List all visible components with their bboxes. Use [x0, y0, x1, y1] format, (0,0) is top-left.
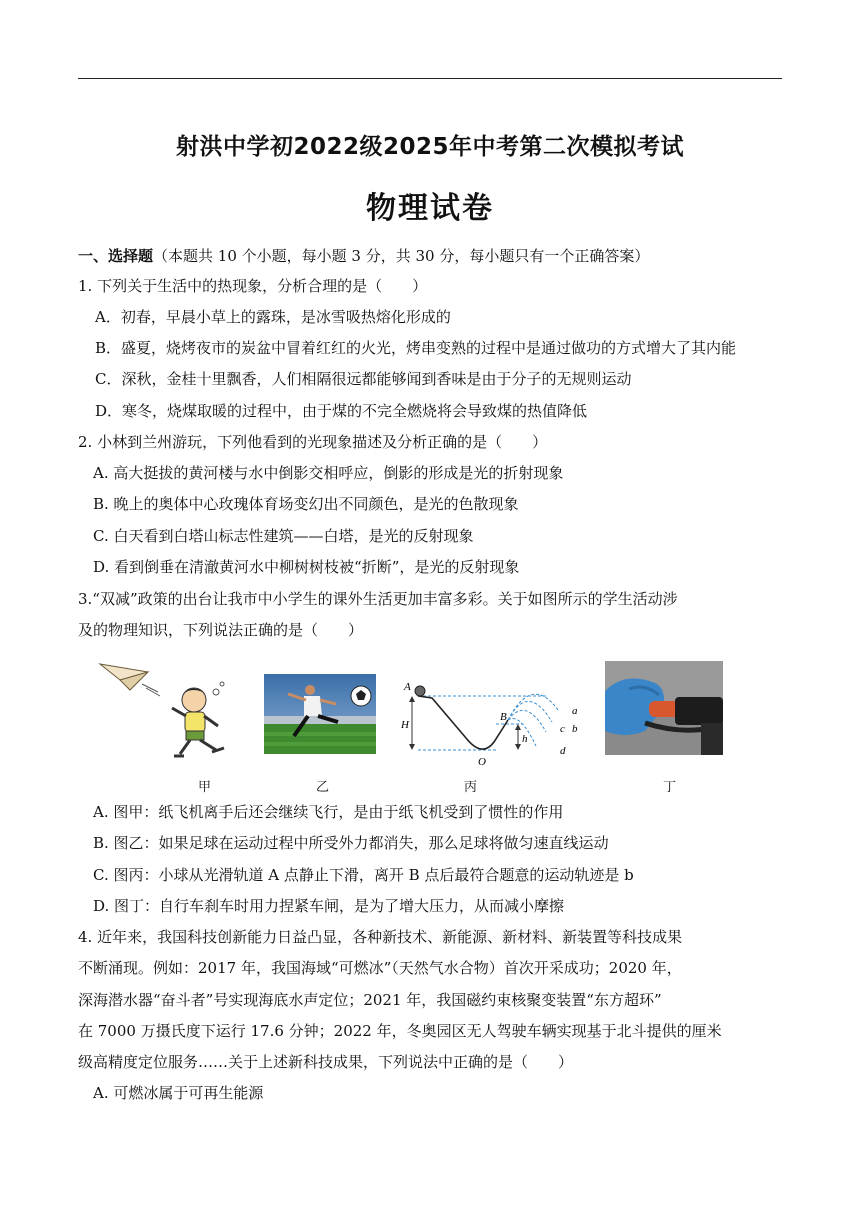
q4-line5: 级高精度定位服务……关于上述新科技成果，下列说法中正确的是（ ）: [78, 1053, 574, 1071]
label-path-b: b: [572, 723, 578, 735]
exam-subtitle: 物理试卷: [366, 191, 494, 226]
caption-jia: 甲: [198, 780, 212, 795]
q4-line4: 在 7000 万摄氏度下运行 17.6 分钟；2022 年，冬奥园区无人驾驶车辆实现基于北斗提供的厘米: [78, 1022, 722, 1040]
figure-jia-paper-plane: [96, 654, 242, 764]
q3-option-c: C. 图丙：小球从光滑轨道 A 点静止下滑，离开 B 点后最符合题意的运动轨迹是 b: [93, 866, 634, 884]
label-o-point: O: [478, 756, 486, 768]
q1-option-a: A．初春，早晨小草上的露珠，是冰雪吸热熔化形成的: [95, 308, 451, 326]
q3-stem-line1: 3.“双减”政策的出台让我市中小学生的课外生活更加丰富多彩。关于如图所示的学生活动涉: [78, 590, 678, 608]
q2-option-b: B. 晚上的奥体中心玫瑰体育场变幻出不同颜色，是光的色散现象: [93, 495, 519, 513]
q2-stem: 2. 小林到兰州游玩，下列他看到的光现象描述及分析正确的是（ ）: [78, 433, 548, 451]
label-path-d: d: [560, 745, 566, 757]
exam-title: 射洪中学初2022级2025年中考第二次模拟考试: [175, 134, 685, 160]
section-title: 一、选择题: [78, 247, 154, 265]
label-b-point: B: [500, 711, 507, 723]
q1-option-d: D．寒冬，烧煤取暖的过程中，由于煤的不完全燃烧将会导致煤的热值降低: [95, 402, 588, 420]
figure-yi-soccer-photo: [264, 674, 376, 754]
label-a-point: A: [404, 681, 411, 693]
header-rule: [78, 78, 782, 79]
q4-line2: 不断涌现。例如：2017 年，我国海域“可燃冰”（天然气水合物）首次开采成功；2020 年，: [78, 959, 682, 977]
q2-option-a: A. 高大挺拔的黄河楼与水中倒影交相呼应，倒影的形成是光的折射现象: [93, 464, 564, 482]
caption-yi: 乙: [316, 780, 330, 795]
label-path-a: a: [572, 705, 578, 717]
q3-stem-line2: 及的物理知识，下列说法正确的是（ ）: [78, 621, 364, 639]
q2-option-c: C. 白天看到白塔山标志性建筑——白塔，是光的反射现象: [93, 527, 474, 545]
figure-ding-brake-photo: [605, 661, 723, 755]
q4-line1: 4. 近年来，我国科技创新能力日益凸显，各种新技术、新能源、新材料、新装置等科技成果: [78, 928, 683, 946]
caption-bing: 丙: [464, 780, 478, 795]
q4-option-a: A. 可燃冰属于可再生能源: [93, 1084, 264, 1102]
figure-bing-track-diagram: [396, 676, 586, 770]
q1-option-c: C．深秋，金桂十里飘香，人们相隔很远都能够闻到香味是由于分子的无规则运动: [95, 370, 632, 388]
label-path-c: c: [560, 723, 565, 735]
section-heading: [78, 246, 649, 266]
q3-option-a: A. 图甲：纸飞机离手后还会继续飞行，是由于纸飞机受到了惯性的作用: [93, 803, 564, 821]
q2-option-d: D. 看到倒垂在清澈黄河水中柳树树枝被“折断”，是光的反射现象: [93, 558, 520, 576]
q1-option-b: B．盛夏，烧烤夜市的炭盆中冒着红红的火光，烤串变熟的过程中是通过做功的方式增大了其内能: [95, 339, 737, 357]
q4-line3: 深海潜水器“奋斗者”号实现海底水声定位；2021 年，我国磁约束核聚变装置“东方超环”: [78, 991, 662, 1009]
q3-option-b: B. 图乙：如果足球在运动过程中所受外力都消失，那么足球将做匀速直线运动: [93, 834, 609, 852]
q3-option-d: D. 图丁：自行车刹车时用力捏紧车闸，是为了增大压力，从而减小摩擦: [93, 897, 565, 915]
label-h-small: h: [522, 733, 528, 745]
caption-ding: 丁: [663, 780, 677, 795]
label-h-big: H: [401, 719, 409, 731]
section-note: （本题共 10 个小题，每小题 3 分，共 30 分，每小题只有一个正确答案）: [153, 247, 650, 265]
q1-stem: 1. 下列关于生活中的热现象，分析合理的是（ ）: [78, 277, 428, 295]
